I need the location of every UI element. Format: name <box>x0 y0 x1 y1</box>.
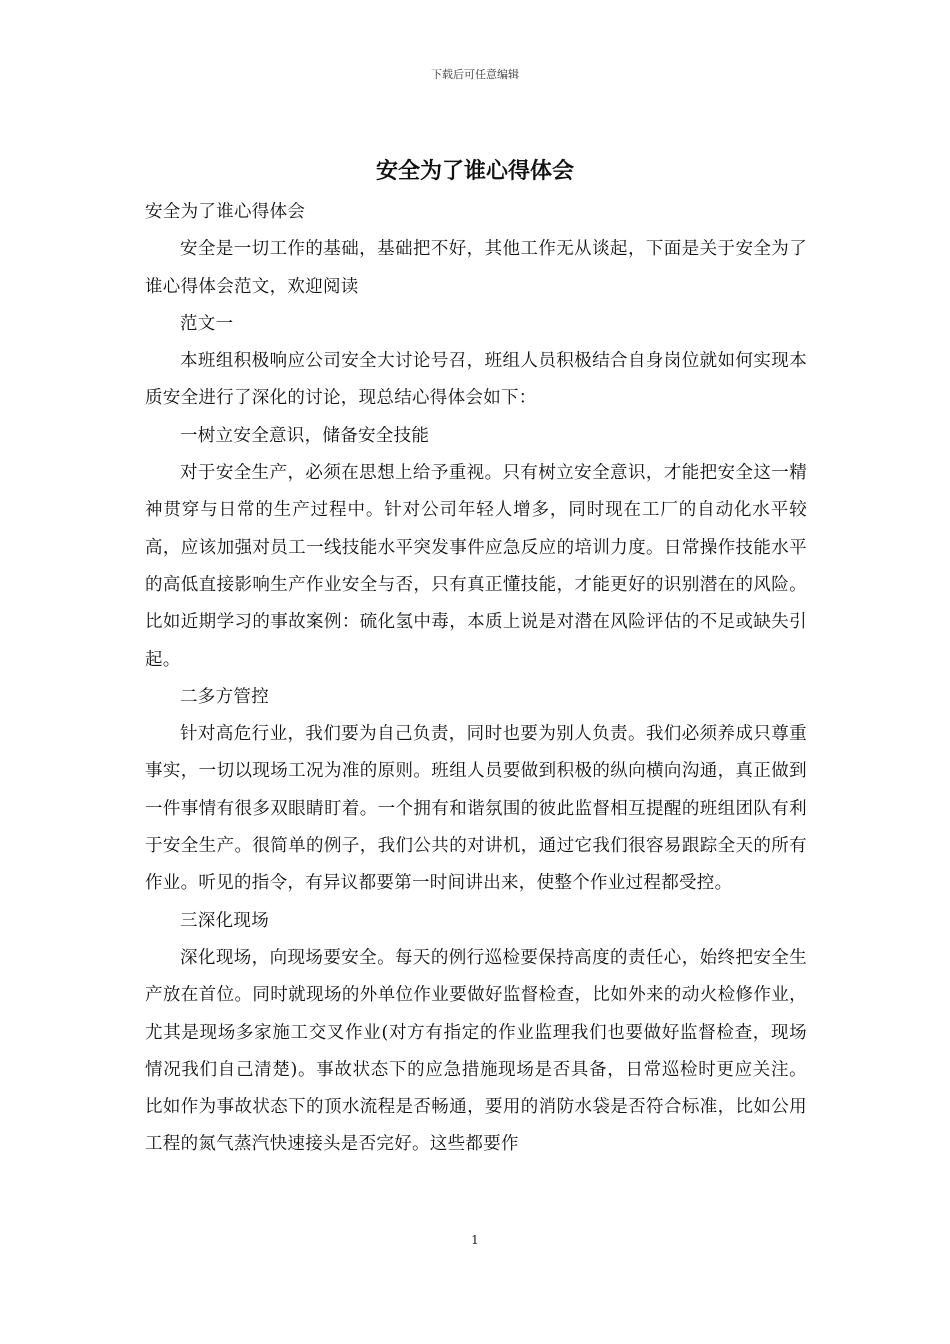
header-note: 下载后可任意编辑 <box>431 68 519 81</box>
section-heading-sample-one: 范文一 <box>180 313 234 334</box>
body-paragraph: 对于安全生产，必须在思想上给予重视。只有树立安全意识，才能把安全这一精神贯穿与日常的生产过程中。针对公司年轻人增多，同时现在工厂的自动化水平较高，应该加强对员工一线技能水平突发事件应急反应的培训力度。日常操作技能水平的高低直接影响生产作业安全与否，只有真正懂技能，才能更好的识别潜在的风险。比如近期学习的事故案例：硫化氢中毒，本质上说是对潜在风险评估的不足或缺失引起。 <box>145 463 807 670</box>
subtitle-paragraph: 安全为了谁心得体会 <box>145 202 306 222</box>
section-heading-awareness: 一树立安全意识，储备安全技能 <box>180 425 430 446</box>
body-paragraph: 本班组积极响应公司安全大讨论号召，班组人员积极结合自身岗位就如何实现本质安全进行了深化的讨论，现总结心得体会如下： <box>145 351 807 409</box>
intro-paragraph: 安全是一切工作的基础，基础把不好，其他工作无从谈起，下面是关于安全为了谁心得体会范文，欢迎阅读 <box>145 239 807 297</box>
page-number: 1 <box>471 1233 479 1247</box>
document-body <box>145 194 807 1164</box>
body-paragraph: 深化现场，向现场要安全。每天的例行巡检要保持高度的责任心，始终把安全生产放在首位。同时就现场的外单位作业要做好监督检查，比如外来的动火检修作业，尤其是现场多家施工交叉作业(对方有指定的作业监理我们也要做好监督检查，现场情况我们自己清楚)。事故状态下的应急措施现场是否具备，日常巡检时更应关注。比如作为事故状态下的顶水流程是否畅通，要用的消防水袋是否符合标准，比如公用工程的氮气蒸汽快速接头是否完好。这些都要作 <box>145 947 807 1155</box>
document-title: 安全为了谁心得体会 <box>375 158 574 184</box>
body-paragraph: 针对高危行业，我们要为自己负责，同时也要为别人负责。我们必须养成只尊重事实，一切以现场工况为准的原则。班组人员要做到积极的纵向横向沟通，真正做到一件事情有很多双眼睛盯着。一个拥有和谐氛围的彼此监督相互提醒的班组团队有利于安全生产。很简单的例子，我们公共的对讲机，通过它我们很容易跟踪全天的所有作业。听见的指令，有异议都要第一时间讲出来，使整个作业过程都受控。 <box>145 724 807 894</box>
section-heading-control: 二多方管控 <box>180 686 269 707</box>
section-heading-site: 三深化现场 <box>180 910 269 931</box>
